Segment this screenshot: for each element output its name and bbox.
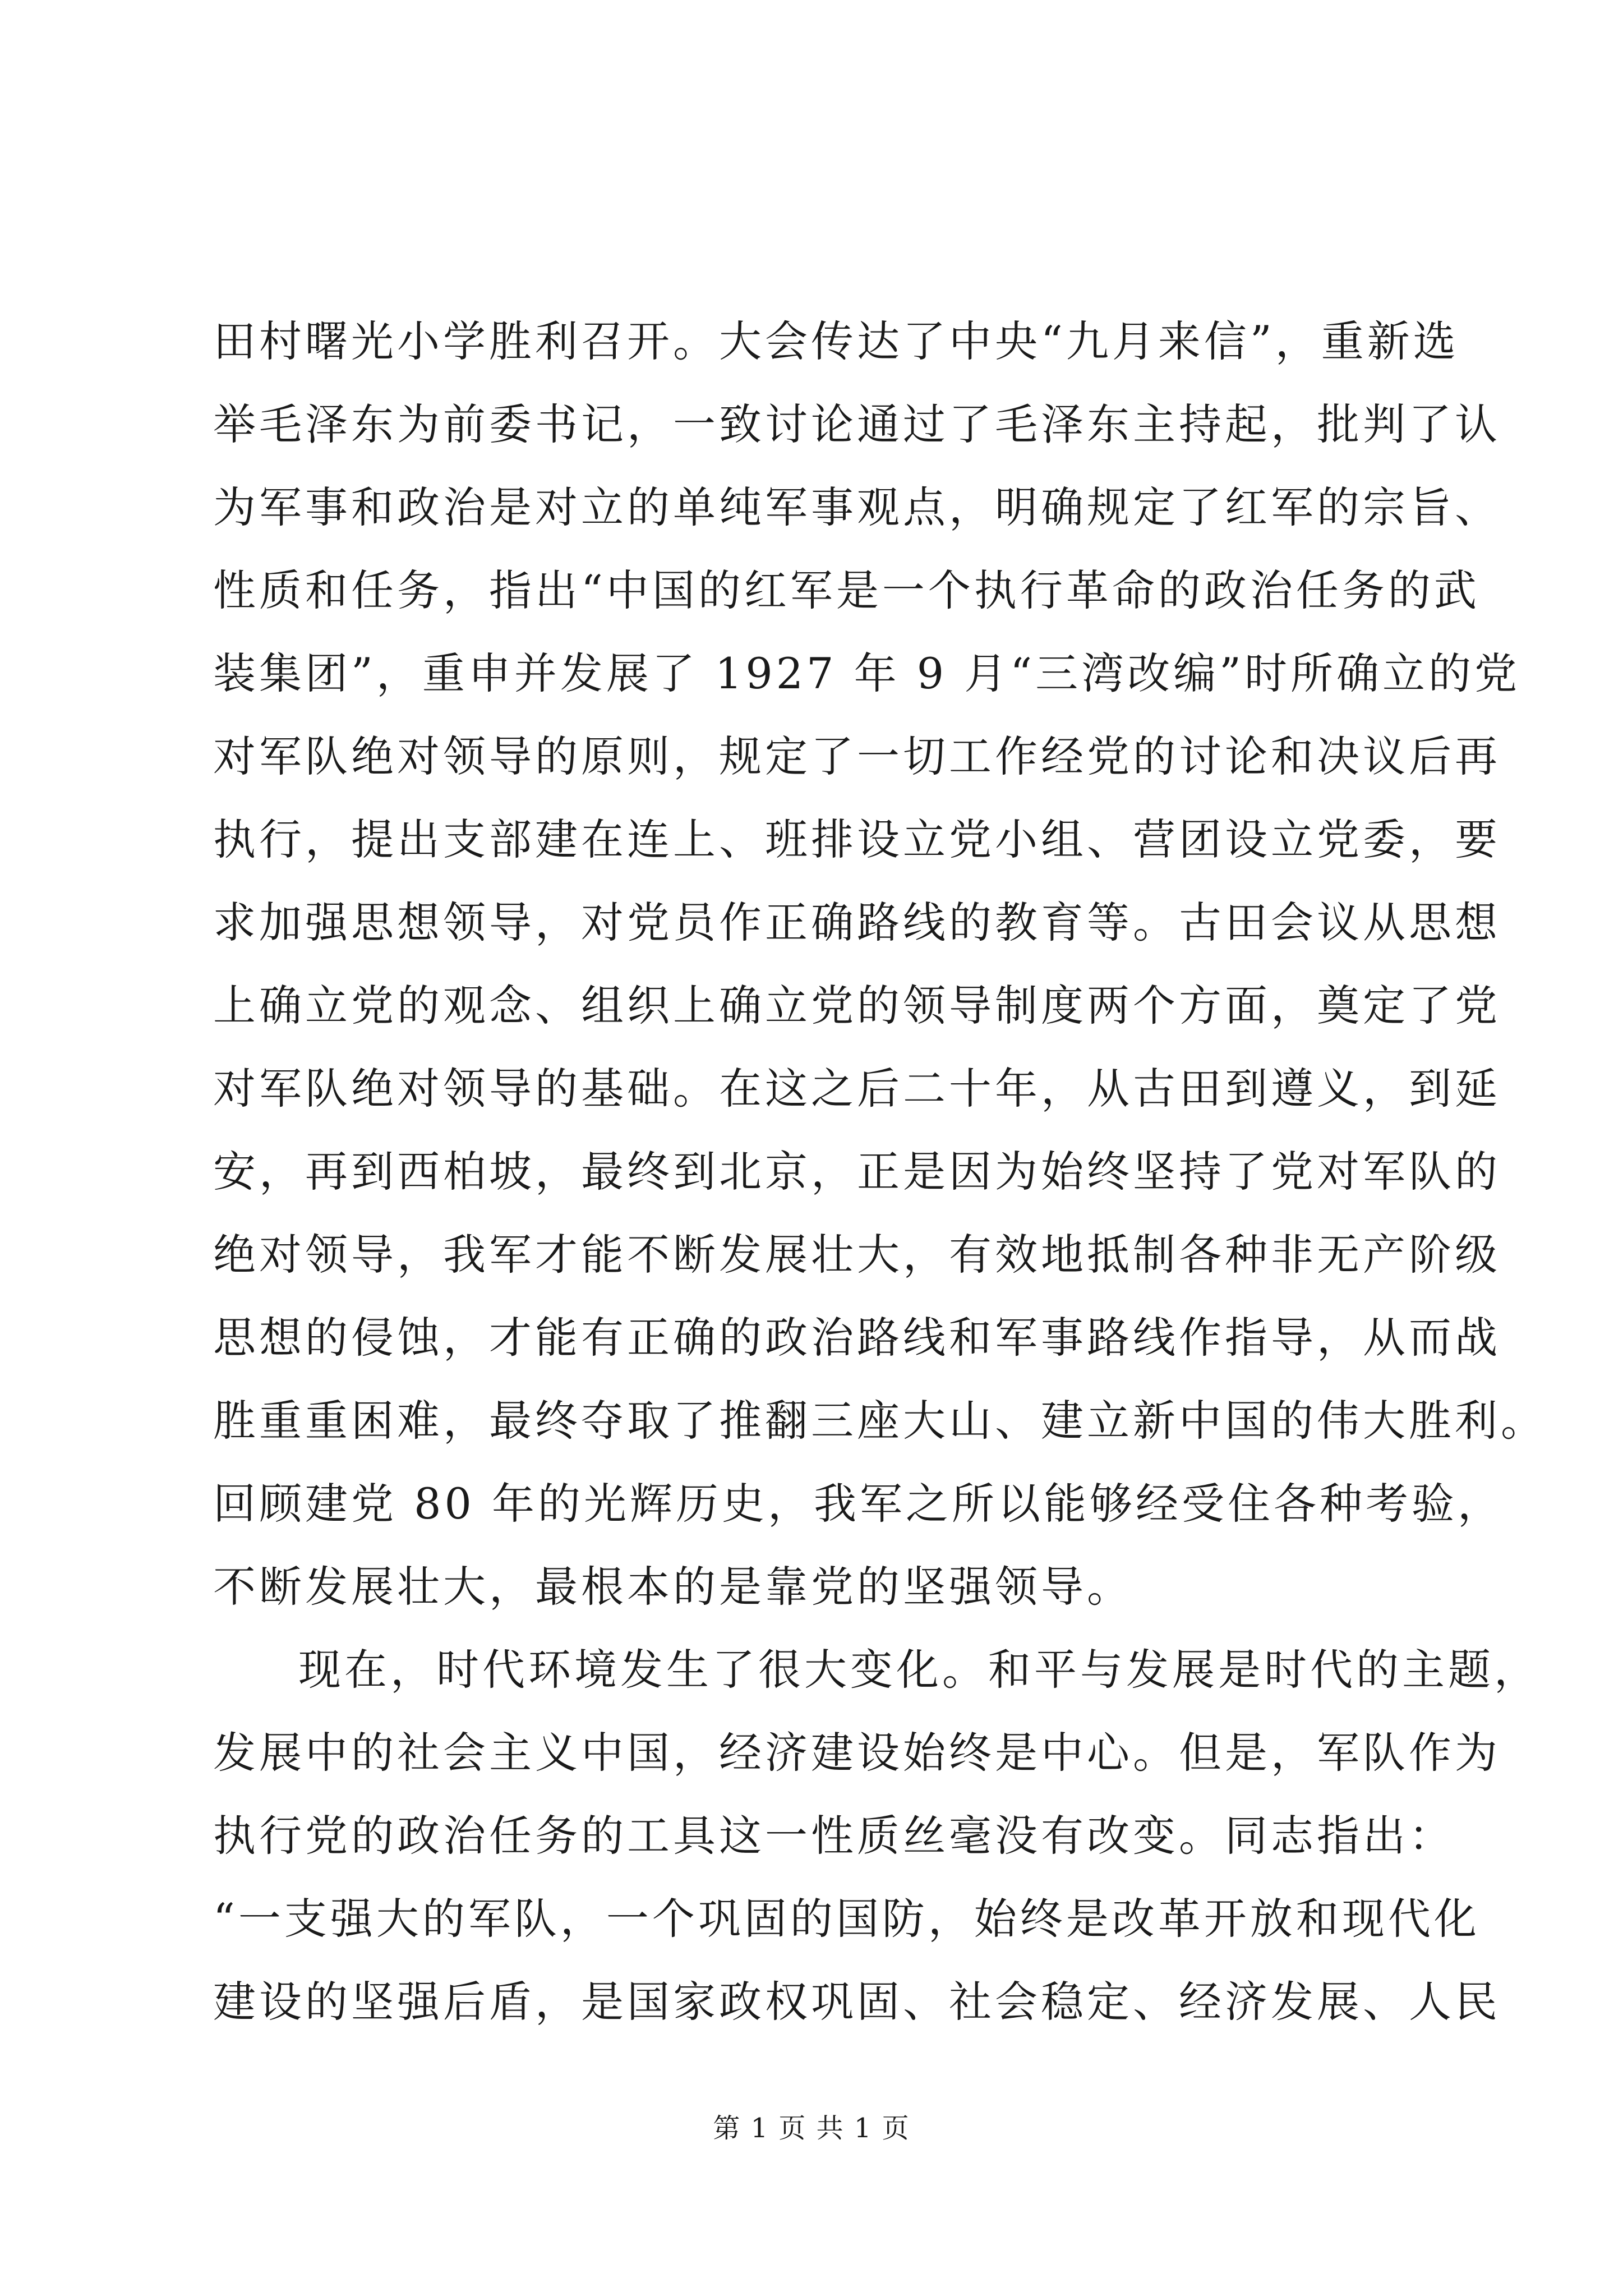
text-line: 对军队绝对领导的基础。在这之后二十年，从古田到遵义，到延 [213, 1064, 1501, 1114]
page-footer [0, 2106, 1623, 2145]
text-line: 建设的坚强后盾，是国家政权巩固、社会稳定、经济发展、人民 [213, 1977, 1501, 2027]
text-line: 思想的侵蚀，才能有正确的政治路线和军事路线作指导，从而战 [213, 1313, 1501, 1363]
text-line: 发展中的社会主义中国，经济建设始终是中心。但是，军队作为 [213, 1728, 1501, 1778]
text-line: 为军事和政治是对立的单纯军事观点，明确规定了红军的宗旨、 [213, 482, 1501, 532]
text-line: “一支强大的军队，一个巩固的国防，始终是改革开放和现代化 [213, 1894, 1480, 1944]
text-line: 安，再到西柏坡，最终到北京，正是因为始终坚持了党对军队的 [213, 1147, 1501, 1197]
page-number-label: 第 1 页 共 1 页 [713, 2113, 910, 2144]
text-line: 上确立党的观念、组织上确立党的领导制度两个方面，奠定了党 [213, 981, 1501, 1030]
paragraph-first-line: 现在，时代环境发生了很大变化。和平与发展是时代的主题， [298, 1645, 1540, 1695]
text-line: 求加强思想领导，对党员作正确路线的教育等。古田会议从思想 [213, 898, 1501, 947]
text-line: 执行，提出支部建在连上、班排设立党小组、营团设立党委，要 [213, 815, 1501, 864]
text-line: 性质和任务，指出“中国的红军是一个执行革命的政治任务的武 [213, 565, 1480, 615]
text-line: 田村曙光小学胜利召开。大会传达了中央“九月来信”，重新选 [213, 316, 1459, 366]
document-body [213, 300, 1547, 2044]
text-line: 胜重重困难，最终夺取了推翻三座大山、建立新中国的伟大胜利。 [213, 1396, 1547, 1446]
text-line: 绝对领导，我军才能不断发展壮大，有效地抵制各种非无产阶级 [213, 1230, 1501, 1280]
text-line: 对军队绝对领导的原则，规定了一切工作经党的讨论和决议后再 [213, 731, 1501, 781]
text-line: 装集团”，重申并发展了 1927 年 9 月“三湾改编”时所确立的党 [213, 648, 1520, 698]
text-line: 不断发展壮大，最根本的是靠党的坚强领导。 [213, 1562, 1133, 1612]
text-line: 执行党的政治任务的工具这一性质丝毫没有改变。同志指出： [213, 1811, 1455, 1861]
text-line: 回顾建党 80 年的光辉历史，我军之所以能够经受住各种考验， [213, 1479, 1504, 1529]
text-line: 举毛泽东为前委书记，一致讨论通过了毛泽东主持起，批判了认 [213, 399, 1501, 449]
